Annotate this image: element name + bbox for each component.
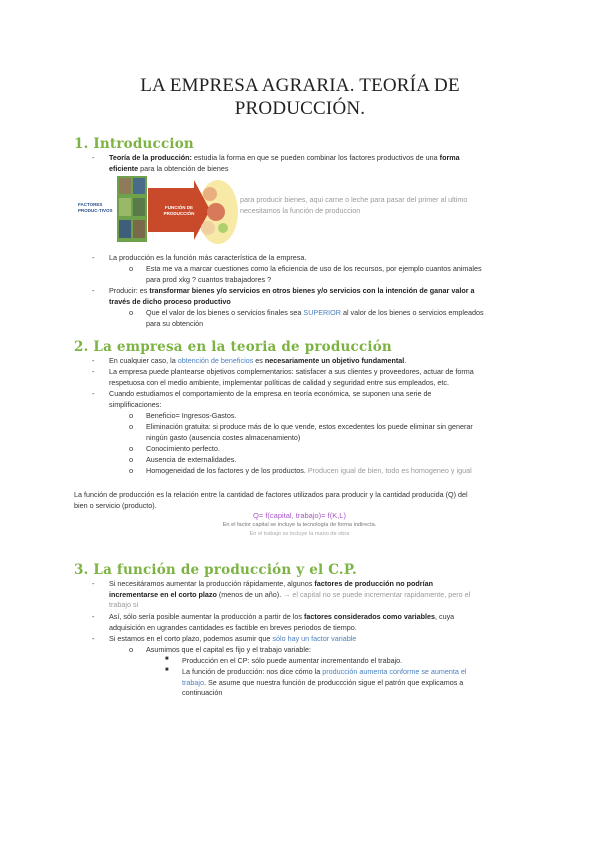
diagram-label-funcion: FUNCIÓN DE PRODUCCIÓN xyxy=(163,205,195,216)
paragraph-corto-plazo: Si necesitáramos aumentar la producción rápidamente, algunos factores de producción no podrían incrementarse en el corto plazo (menos de un año). → el capital no se puede incrementar rapidamente, pero el trabajo si xyxy=(109,579,471,609)
bullet-o: o xyxy=(129,466,134,475)
bullet-o: o xyxy=(129,411,134,420)
bullet-dash: - xyxy=(92,579,95,588)
side-note: para producir bienes, aqui carne o leche para pasar del primer al ultimo necesitamos la función de produccion xyxy=(240,195,468,215)
paragraph-producir: Producir: es transformar bienes y/o servicios en otros bienes y/o servicios con la intención de ganar valor a través de dicho proceso productivo xyxy=(109,286,475,306)
section-heading-introduccion: 1. Introduccion xyxy=(74,136,194,152)
paragraph-produccion-funcion: La producción es la función más característica de la empresa. xyxy=(109,253,307,262)
sub-beneficio: Beneficio= Ingresos-Gastos. xyxy=(146,411,237,420)
section-heading-empresa-teoria: 2. La empresa en la teoria de producción xyxy=(74,339,392,355)
paragraph-teoria-produccion: Teoría de la producción: estudia la forma en que se pueden combinar los factores productivos de una forma eficiente para la obtención de bienes xyxy=(109,153,460,173)
sub-eficiencia: Esta me va a marcar cuestiones como la eficiencia de uso de los recursos, por ejemplo cuantos animales para prod xkg ? cuantos trabajadores ? xyxy=(146,264,482,284)
bullet-o: o xyxy=(129,645,134,654)
sub-conocimiento: Conocimiento perfecto. xyxy=(146,444,220,453)
bullet-dash: - xyxy=(92,286,95,295)
paragraph-beneficios: En cualquier caso, la obtención de beneficios es necesariamente un objetivo fundamental. xyxy=(109,356,407,365)
bullet-o: o xyxy=(129,455,134,464)
paragraph-simplificaciones: Cuando estudiamos el comportamiento de la empresa en teoría económica, se suponen una serie de simplificaciones: xyxy=(109,389,432,409)
bullet-dash: - xyxy=(92,367,95,376)
diagram-label-factores: FACTORES PRODUC-TIVOS xyxy=(78,202,113,213)
paragraph-objetivos: La empresa puede plantearse objetivos complementarios: satisfacer a sus clientes y proveedores, actuar de forma respetuosa con el medio ambiente, implementar políticas de calidad y seguridad entre sus empleados, etc. xyxy=(109,367,474,387)
paragraph-factores-variables: Así, sólo sería posible aumentar la producción a partir de los factores considerados como variables, cuya adquisición en ugrandes cantidades es factible en breves periodos de tiempo. xyxy=(109,612,455,632)
production-diagram-image xyxy=(78,174,240,246)
bullet-dash: - xyxy=(92,356,95,365)
document-title: LA EMPRESA AGRARIA. TEORÍA DE PRODUCCIÓN. xyxy=(140,75,460,119)
bullet-dash: - xyxy=(92,612,95,621)
bullet-dash: - xyxy=(92,634,95,643)
note-trabajo: En el trabajo se incluye la mano de obra xyxy=(249,531,350,537)
bullet-o: o xyxy=(129,264,134,273)
section-heading-funcion-cp: 3. La función de producción y el C.P. xyxy=(74,562,357,578)
bullet-square: ■ xyxy=(165,667,169,673)
paragraph-funcion-produccion: La función de producción es la relación entre la cantidad de factores utilizados para producir y la cantidad producida (Q) del bien o servicio (producto). xyxy=(74,490,468,510)
bullet-o: o xyxy=(129,308,134,317)
paragraph-factor-variable: Si estamos en el corto plazo, podemos asumir que sólo hay un factor variable xyxy=(109,634,357,643)
sq-produccion-cp: Producción en el CP: sólo puede aumentar incrementando el trabajo. xyxy=(182,656,403,665)
bullet-square: ■ xyxy=(165,656,169,662)
bullet-dash: - xyxy=(92,389,95,398)
bullet-o: o xyxy=(129,444,134,453)
sq-funcion-produccion: La función de producción: nos dice cómo la producción aumenta conforme se aumenta el trabajo. Se asume que nuestra función de produccción sigue el patrón que explicamos a continuación xyxy=(182,667,467,697)
sub-homogeneidad: Homogeneidad de los factores y de los productos. Producen igual de bien, todo es homogeneo y igual xyxy=(146,466,472,475)
sub-externalidades: Ausencia de externalidades. xyxy=(146,455,237,464)
bullet-dash: - xyxy=(92,153,95,162)
note-capital: En el factor capital se incluye la tecnología de forma indirecta. xyxy=(222,522,377,528)
sub-eliminacion: Eliminación gratuita: si produce más de lo que vende, estos excedentes los puede eliminar sin generar ningún gasto (ausencia costes almacenamiento) xyxy=(146,422,473,442)
sub-capital-fijo: Asumimos que el capital es fijo y el trabajo variable: xyxy=(146,645,311,654)
sub-valor-superior: Que el valor de los bienes o servicios finales sea SUPERIOR al valor de los bienes o servicios empleados para su obtención xyxy=(146,308,484,328)
bullet-o: o xyxy=(129,422,134,431)
bullet-dash: - xyxy=(92,253,95,262)
production-formula: Q= f(capital, trabajo)= f(K,L) xyxy=(253,511,346,520)
